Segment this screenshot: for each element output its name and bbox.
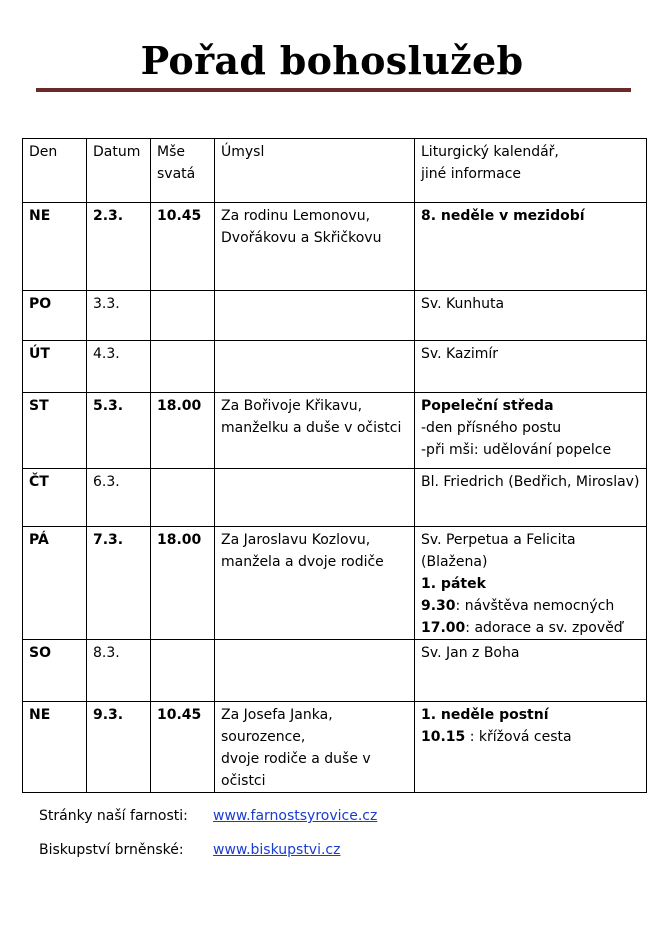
header-calendar-line: jiné informace [421,166,522,182]
day-cell: PÁ [23,527,87,640]
calendar-info-line [421,395,640,417]
day-cell: ČT [23,469,87,527]
header-calendar [415,139,647,203]
header-day: Den [23,139,87,203]
header-date: Datum [87,139,151,203]
intention-line: Za Bořivoje Křikavu, [221,398,363,414]
mass-time-cell: 18.00 [151,393,215,469]
calendar-info-cell [415,341,647,393]
calendar-info-line [421,205,640,227]
calendar-info-text: Bl. Friedrich (Bedřich, Miroslav) [421,474,640,490]
calendar-info-text: Sv. Perpetua a Felicita (Blažena) [421,532,576,570]
calendar-info-text: -při mši: udělování popelce [421,442,612,458]
schedule-table [22,138,647,793]
calendar-info-text: -den přísného postu [421,420,562,436]
calendar-info-line [421,417,640,439]
intention-cell [215,393,415,469]
table-row [23,702,647,793]
calendar-info-bold: 10.15 [421,729,466,745]
date-cell: 6.3. [87,469,151,527]
page-title: Pořad bohoslužeb [140,38,524,83]
table-row [23,341,647,393]
mass-time-cell: 18.00 [151,527,215,640]
intention-line: Za Jaroslavu Kozlovu, [221,532,371,548]
calendar-info-cell [415,527,647,640]
footer-row-parish [39,806,377,826]
date-cell: 7.3. [87,527,151,640]
mass-time-cell [151,341,215,393]
header-mass-line: Mše [157,144,185,160]
calendar-info-bold: 1. pátek [421,576,486,592]
calendar-info-cell [415,640,647,702]
table-row [23,203,647,291]
calendar-info-line [421,617,640,639]
calendar-info-line [421,529,640,573]
table-header-row [23,139,647,203]
intention-cell [215,640,415,702]
calendar-info-cell [415,393,647,469]
header-calendar-line: Liturgický kalendář, [421,144,559,160]
calendar-info-text: : adorace a sv. zpověď [465,620,623,636]
day-cell: ST [23,393,87,469]
intention-line: manžela a dvoje rodiče [221,554,384,570]
calendar-info-text: Sv. Kazimír [421,346,499,362]
calendar-info-text: : křížová cesta [465,729,572,745]
calendar-info-line [421,293,640,315]
calendar-info-line [421,595,640,617]
date-cell: 3.3. [87,291,151,341]
intention-cell [215,341,415,393]
calendar-info-line [421,573,640,595]
intention-line: Dvořákovu a Skřičkovu [221,230,382,246]
date-cell: 9.3. [87,702,151,793]
day-cell: ÚT [23,341,87,393]
table-row [23,393,647,469]
calendar-info-line [421,642,640,664]
calendar-info-cell [415,291,647,341]
intention-cell [215,702,415,793]
calendar-info-bold: 9.30 [421,598,456,614]
header-mass-line: svatá [157,166,196,182]
mass-time-cell [151,640,215,702]
intention-line: manželku a duše v očistci [221,420,402,436]
calendar-info-bold: 1. neděle postní [421,707,549,723]
date-cell: 2.3. [87,203,151,291]
calendar-info-bold: 17.00 [421,620,466,636]
mass-time-cell: 10.45 [151,702,215,793]
table-row [23,527,647,640]
title-underline [36,88,631,92]
calendar-info-line [421,726,640,748]
footer-label: Stránky naší farnosti: [39,808,188,824]
date-cell: 5.3. [87,393,151,469]
mass-time-cell: 10.45 [151,203,215,291]
table-row [23,469,647,527]
table-row [23,291,647,341]
footer-label: Biskupství brněnské: [39,842,184,858]
diocese-website-link[interactable]: www.biskupstvi.cz [213,842,341,858]
calendar-info-text: Sv. Kunhuta [421,296,505,312]
intention-cell [215,527,415,640]
calendar-info-cell [415,469,647,527]
calendar-info-bold: Popeleční středa [421,398,554,414]
mass-time-cell [151,291,215,341]
calendar-info-line [421,704,640,726]
intention-line: Za rodinu Lemonovu, [221,208,371,224]
intention-cell [215,203,415,291]
calendar-info-line [421,471,640,493]
intention-line: Za Josefa Janka, sourozence, [221,707,333,745]
calendar-info-text: : návštěva nemocných [455,598,615,614]
day-cell: NE [23,702,87,793]
calendar-info-cell [415,203,647,291]
date-cell: 8.3. [87,640,151,702]
intention-cell [215,469,415,527]
calendar-info-cell [415,702,647,793]
footer-row-diocese [39,840,340,860]
parish-website-link[interactable]: www.farnostsyrovice.cz [213,808,378,824]
header-intention: Úmysl [215,139,415,203]
intention-cell [215,291,415,341]
day-cell: PO [23,291,87,341]
date-cell: 4.3. [87,341,151,393]
intention-line: dvoje rodiče a duše v očistci [221,751,371,789]
mass-time-cell [151,469,215,527]
calendar-info-line [421,439,640,461]
calendar-info-text: Sv. Jan z Boha [421,645,520,661]
header-mass [151,139,215,203]
calendar-info-bold: 8. neděle v mezidobí [421,208,585,224]
day-cell: NE [23,203,87,291]
day-cell: SO [23,640,87,702]
calendar-info-line [421,343,640,365]
table-row [23,640,647,702]
